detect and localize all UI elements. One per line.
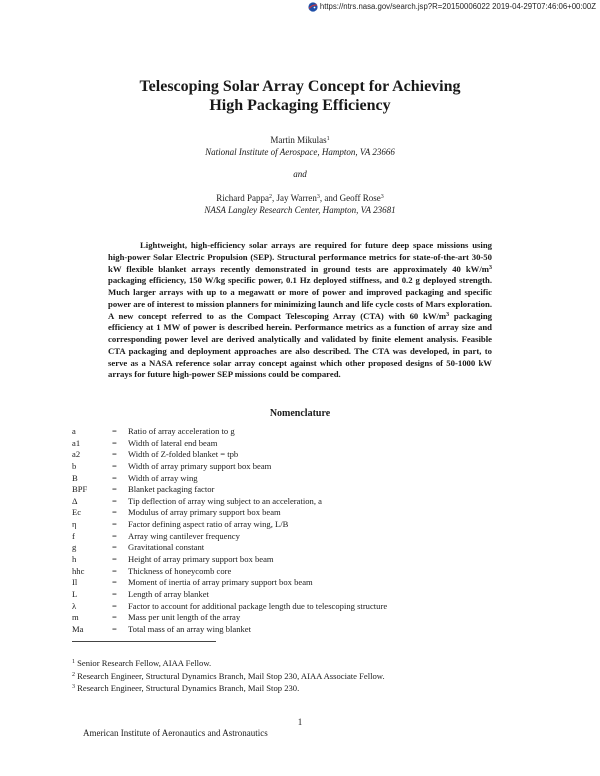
nomenclature-row bbox=[72, 438, 532, 450]
equals-sign: = bbox=[112, 600, 117, 611]
symbol: h bbox=[72, 554, 77, 565]
definition: Width of array wing bbox=[128, 472, 198, 483]
ntrs-url-text: https://ntrs.nasa.gov/search.jsp?R=20150006022 2019-04-29T07:46:06+00:00Z bbox=[319, 2, 596, 11]
nomenclature-row bbox=[72, 601, 532, 613]
footnote bbox=[72, 670, 532, 683]
symbol: a1 bbox=[72, 437, 81, 448]
abstract-text-3: packaging efficiency at 1 MW of power is described herein. Performance metrics as a function of array size and corresponding power level are derived analytically and validated by finite element analysis. Feasible CTA packaging and deployment approaches are also described. The CTA was developed, in part, to serve as a NASA reference solar array concept against which other proposed designs of 50-1000 kW arrays for future high-power SEP missions could be compared. bbox=[108, 310, 492, 380]
symbol: L bbox=[72, 588, 78, 599]
ntrs-url-stamp bbox=[308, 1, 596, 12]
footnote-number: 1 bbox=[72, 659, 75, 665]
footnote-text: Research Engineer, Structural Dynamics Branch, Mail Stop 230, AIAA Associate Fellow. bbox=[75, 670, 385, 681]
symbol: a2 bbox=[72, 449, 81, 460]
equals-sign: = bbox=[112, 612, 117, 623]
and-connector: and bbox=[293, 169, 307, 179]
author-line-1 bbox=[0, 135, 600, 146]
definition: Length of array blanket bbox=[128, 588, 209, 599]
footnote-divider bbox=[72, 641, 216, 642]
footer-organization: American Institute of Aeronautics and Astronautics bbox=[83, 728, 268, 738]
symbol: b bbox=[72, 460, 77, 471]
nomenclature-row bbox=[72, 566, 532, 578]
equals-sign: = bbox=[112, 449, 117, 460]
author-footnote-marker: 1 bbox=[326, 136, 330, 142]
symbol: Ec bbox=[72, 507, 82, 518]
equals-sign: = bbox=[112, 623, 117, 634]
nomenclature-row bbox=[72, 507, 532, 519]
affiliation-1: National Institute of Aerospace, Hampton, VA 23666 bbox=[205, 147, 395, 157]
definition: Width of Z-folded blanket = tpb bbox=[128, 449, 239, 460]
symbol: m bbox=[72, 612, 79, 623]
equals-sign: = bbox=[112, 460, 117, 471]
nomenclature-row bbox=[72, 612, 532, 624]
definition: Modulus of array primary support box beam bbox=[128, 507, 281, 518]
nomenclature-row bbox=[72, 461, 532, 473]
superscript: 3 bbox=[446, 311, 450, 318]
equals-sign: = bbox=[112, 437, 117, 448]
nomenclature-row bbox=[72, 554, 532, 566]
definition: Thickness of honeycomb core bbox=[128, 565, 232, 576]
equals-sign: = bbox=[112, 507, 117, 518]
definition: Ratio of array acceleration to g bbox=[128, 426, 235, 436]
symbol: Il bbox=[72, 577, 78, 588]
definition: Factor to account for additional package length due to telescoping structure bbox=[128, 600, 388, 611]
equals-sign: = bbox=[112, 542, 117, 553]
paper-title-line-2: High Packaging Efficiency bbox=[209, 97, 391, 114]
nomenclature-list bbox=[72, 426, 532, 636]
abstract-text-1: Lightweight, high-efficiency solar arrays are required for future deep space missions using high-power Solar Electric Propulsion (SEP). Structural performance metrics for state-of-the-art 30-50 kW flexible blanket arrays recently demonstrated in ground tests are approximately 40 kW/m bbox=[108, 240, 492, 274]
symbol: hhc bbox=[72, 565, 85, 576]
footnote-text: Senior Research Fellow, AIAA Fellow. bbox=[75, 658, 212, 668]
definition: Width of array primary support box beam bbox=[128, 460, 272, 471]
footnotes bbox=[72, 657, 532, 695]
equals-sign: = bbox=[112, 472, 117, 483]
nomenclature-row bbox=[72, 531, 532, 543]
author-name: Richard Pappa bbox=[216, 193, 270, 203]
definition: Gravitational constant bbox=[128, 542, 205, 553]
equals-sign: = bbox=[112, 588, 117, 599]
nomenclature-row bbox=[72, 577, 532, 589]
nomenclature-row bbox=[72, 426, 532, 438]
nomenclature-heading: Nomenclature bbox=[269, 408, 331, 419]
author-line-2 bbox=[0, 193, 600, 204]
nomenclature-row bbox=[72, 542, 532, 554]
author-separator: , bbox=[319, 193, 323, 203]
affiliation-2: NASA Langley Research Center, Hampton, VA 23681 bbox=[204, 205, 396, 215]
abstract-text-2: packaging efficiency, 150 W/kg specific power, 0.1 Hz deployed stiffness, and 0.2 g deployed strength. Much larger arrays with up to a megawatt or more of power and improved packaging and specific power are of interest to mission planners for minimizing launch and life cycle costs of Mars exploration. A new concept referred to as the Compact Telescoping Array (CTA) with 60 kW/m bbox=[108, 275, 492, 321]
symbol: a bbox=[72, 426, 76, 436]
definition: Array wing cantilever frequency bbox=[128, 530, 240, 541]
page-number: 1 bbox=[297, 717, 303, 727]
definition: Height of array primary support box beam bbox=[128, 554, 274, 565]
abstract-paragraph bbox=[108, 240, 492, 381]
definition: Factor defining aspect ratio of array wing, L/B bbox=[128, 519, 289, 530]
nomenclature-row bbox=[72, 473, 532, 485]
equals-sign: = bbox=[112, 554, 117, 565]
equals-sign: = bbox=[112, 426, 117, 436]
equals-sign: = bbox=[112, 577, 117, 588]
author-name: Martin Mikulas bbox=[270, 135, 327, 145]
abstract bbox=[108, 240, 492, 381]
footnote bbox=[72, 657, 532, 670]
symbol: η bbox=[72, 519, 77, 530]
definition: Tip deflection of array wing subject to an acceleration, a bbox=[128, 495, 322, 506]
author-separator: , bbox=[272, 193, 275, 203]
nomenclature-row bbox=[72, 496, 532, 508]
footnote-number: 2 bbox=[72, 671, 75, 678]
nasa-ntrs-logo-icon bbox=[308, 2, 318, 12]
paper-title bbox=[0, 77, 600, 115]
symbol: λ bbox=[72, 600, 77, 611]
definition: Blanket packaging factor bbox=[128, 484, 215, 495]
equals-sign: = bbox=[112, 495, 117, 506]
footnote-text: Research Engineer, Structural Dynamics Branch, Mail Stop 230. bbox=[75, 683, 300, 693]
nomenclature-row bbox=[72, 624, 532, 636]
nomenclature-row bbox=[72, 589, 532, 601]
symbol: Δ bbox=[72, 495, 78, 506]
author-footnote-marker: 2 bbox=[269, 194, 273, 200]
symbol: B bbox=[72, 472, 78, 483]
equals-sign: = bbox=[112, 565, 117, 576]
author-name: Jay Warren bbox=[274, 193, 317, 203]
nomenclature-row bbox=[72, 449, 532, 461]
symbol: Ma bbox=[72, 623, 84, 634]
superscript: 3 bbox=[489, 264, 492, 271]
footnote-number: 3 bbox=[72, 684, 75, 690]
definition: Width of lateral end beam bbox=[128, 437, 218, 448]
definition: Mass per unit length of the array bbox=[128, 612, 241, 623]
author-footnote-marker: 3 bbox=[316, 194, 320, 200]
equals-sign: = bbox=[112, 484, 117, 495]
author-footnote-marker: 3 bbox=[380, 194, 384, 200]
footnote bbox=[72, 682, 532, 695]
nomenclature-row bbox=[72, 484, 532, 496]
symbol: g bbox=[72, 542, 77, 553]
symbol: BPF bbox=[72, 484, 88, 495]
nomenclature-row bbox=[72, 519, 532, 531]
author-name: and Geoff Rose bbox=[322, 193, 381, 203]
definition: Moment of inertia of array primary support box beam bbox=[128, 577, 313, 588]
equals-sign: = bbox=[112, 519, 117, 530]
equals-sign: = bbox=[112, 530, 117, 541]
symbol: f bbox=[72, 530, 75, 541]
definition: Total mass of an array wing blanket bbox=[128, 623, 252, 634]
paper-title-line-1: Telescoping Solar Array Concept for Achieving bbox=[139, 78, 461, 95]
